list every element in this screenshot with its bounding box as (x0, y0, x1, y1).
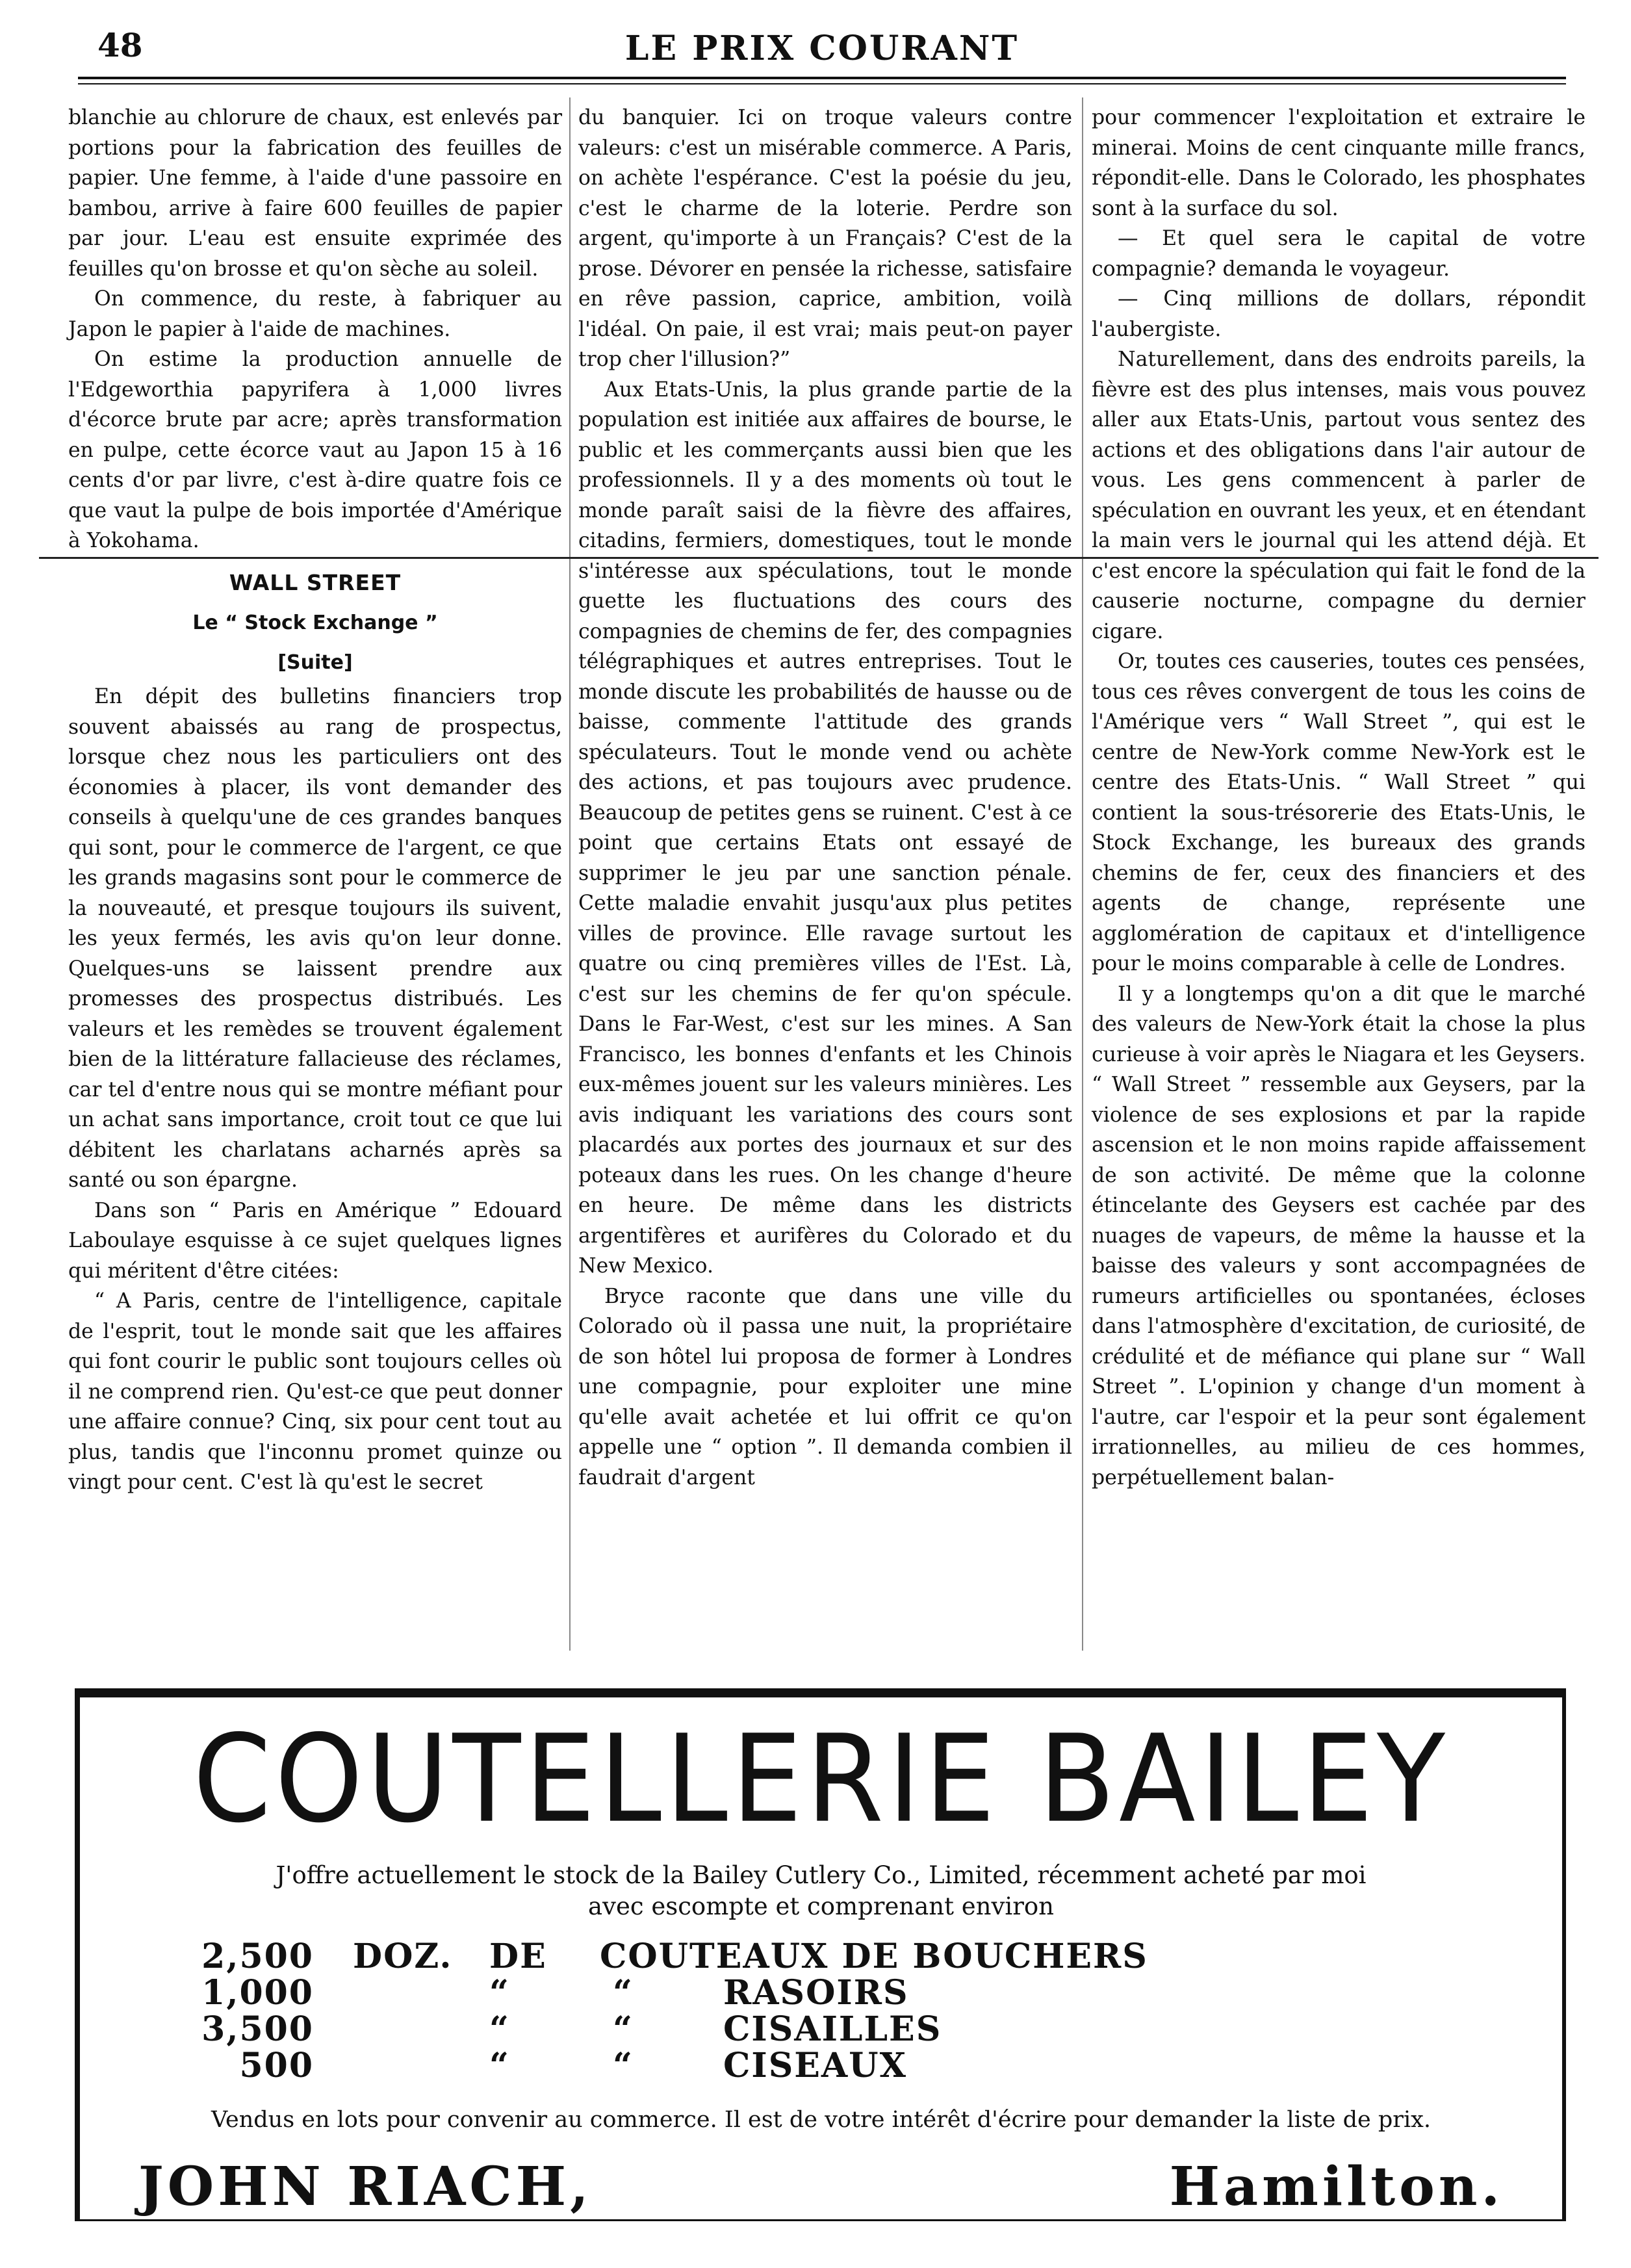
paragraph: Il y a longtemps qu'on a dit que le marché des valeurs de New-York était la chose la plus curieuse à voir après le Niagara et les Geysers. “ Wall Street ” ressemble aux Geysers, par la violence de ses explosions et par la rapide ascension et le non moins rapide affaissement de son activité. De même que la colonne étincelante des Geysers est cachée par des nuages de vapeurs, de même la hausse et la baisse des valeurs y sont accompagnées de rumeurs artificielles ou spontanées, écloses dans l'atmosphère d'excitation, de curiosité, de crédulité et de méfiance qui plane sur “ Wall Street ”. L'opinion y change d'un moment à l'autre, car l'espoir et la peur sont également irrationnelles, au milieu de ces hommes, perpétuellement balan- (1092, 982, 1586, 1489)
paragraph: On commence, du reste, à fabriquer au Japon le papier à l'aide de machines. (68, 287, 562, 341)
header-rule-bottom (78, 83, 1566, 84)
ditto-mark: “ (489, 1973, 510, 2013)
ad-seller-name: JOHN RIACH, (138, 2156, 593, 2218)
paragraph: pour commencer l'exploitation et extraire le minerai. Moins de cent cinquante mille francs, répondit-elle. Dans le Colorado, les phosphates sont à la surface du sol. (1092, 106, 1586, 220)
item-name: CISEAUX (723, 2046, 907, 2085)
ad-sale-terms: Vendus en lots pour convenir au commerce. Il est de votre intérêt d'écrire pour demander la liste de prix. (211, 2107, 1432, 2133)
item-name: RASOIRS (723, 1973, 909, 2013)
paragraph: En dépit des bulletins financiers trop souvent abaissés au rang de prospectus, lorsque chez nous les particuliers ont des économies à placer, ils vont demander des conseils à quelqu'une de ces grandes banques qui sont, pour le commerce de l'argent, ce que les grands magasins sont pour le commerce de la nouveauté, et presque toujours ils suivent, les yeux fermés, les avis qu'on leur donne. Quelques-uns se laissent prendre aux promesses des prospectus distribués. Les valeurs et les remèdes se trouvent également bien de la littérature fallacieuse des réclames, car tel d'entre nous qui se montre méfiant pour un achat sans importance, croit tout ce que lui débitent les charlatans acharnés après sa santé ou son épargne. (68, 685, 562, 1192)
column-2 (578, 103, 1072, 1493)
quantity: 3,500 (201, 2009, 314, 2049)
ad-title: COUTELLERIE BAILEY (193, 1708, 1449, 1849)
ditto-mark: “ (613, 2009, 634, 2049)
paragraph: — Et quel sera le capital de votre compagnie? demanda le voyageur. (1092, 227, 1586, 281)
column-3 (1092, 103, 1586, 1493)
header-rule-top (78, 77, 1566, 79)
item-name: COUTEAUX DE BOUCHERS (600, 1937, 1148, 1976)
ditto-mark: DE (489, 1937, 547, 1976)
advertisement (75, 1688, 1566, 2221)
section-subtitle: Le “ Stock Exchange ” (192, 612, 438, 634)
ad-intro (80, 1860, 1562, 1922)
paragraph: Aux Etats-Unis, la plus grande partie de la population est initiée aux affaires de bourse, le public et les commerçants aussi bien que les professionnels. Il y a des moments où tout le monde paraît saisi de la fièvre des affaires, citadins, fermiers, domestiques, tout le monde s'intéresse aux spéculations, tout le monde guette les fluctuations des cours des compagnies de chemins de fer, des compagnies télégraphiques et autres entreprises. Tout le monde discute les probabilités de hausse ou de baisse, commente l'attitude des grands spéculateurs. Tout le monde vend ou achète des actions, et pas toujours avec prudence. Beaucoup de petites gens se ruinent. C'est à ce point que certains Etats ont essayé de supprimer le jeu par une sanction pénale. Cette maladie envahit jusqu'aux plus petites villes de province. Elle ravage surtout les quatre ou cinq premières villes de l'Est. Là, c'est sur les chemins de fer qu'on spécule. Dans le Far-West, c'est sur les mines. A San Francisco, les bonnes d'enfants et les Chinois eux-mêmes jouent sur les valeurs minières. Les avis indiquant les variations des cours sont placardés aux portes des journaux et sur des poteaux dans les rues. On les change d'heure en heure. De même dans les districts argentifères et aurifères du Colorado et du New Mexico. (578, 378, 1072, 1278)
column-1 (68, 103, 562, 1498)
ad-intro-line: J'offre actuellement le stock de la Bailey Cutlery Co., Limited, récemment acheté par moi (276, 1861, 1367, 1889)
paragraph: du banquier. Ici on troque valeurs contre valeurs: c'est un misérable commerce. A Paris, on achète l'espérance. C'est la poésie du jeu, c'est le charme de la loterie. Perdre son argent, qu'importe à un Français? C'est de la prose. Dévorer en pensée la richesse, satisfaire en rêve passion, caprice, ambition, voilà l'idéal. On paie, il est vrai; mais peut-on payer trop cher l'illusion?” (578, 106, 1072, 371)
ad-seller-city: Hamilton. (1169, 2156, 1504, 2218)
quantity: 1,000 (201, 1973, 314, 2013)
paragraph: — Cinq millions de dollars, répondit l'aubergiste. (1092, 287, 1586, 341)
paragraph: Bryce raconte que dans une ville du Colorado où il passa une nuit, la propriétaire de son hôtel lui proposa de former à Londres une compagnie, pour exploiter une mine qu'elle avait achetée et lui offrit ce qu'on appelle une “ option ”. Il demanda combien il faudrait d'argent (578, 1284, 1072, 1489)
ditto-mark: “ (489, 2009, 510, 2049)
paragraph: On estime la production annuelle de l'Edgeworthia papyrifera à 1,000 livres d'écorce brute par acre; après transformation en pulpe, cette écorce vaut au Japon 15 à 16 cents d'or par livre, c'est à-dire quatre fois ce que vaut la pulpe de bois importée d'Amérique à Yokohama. (68, 348, 562, 552)
quantity: 2,500 (201, 1937, 314, 1976)
section-continuation: [Suite] (277, 651, 353, 674)
page-number: 48 (97, 26, 143, 64)
ditto-mark: “ (489, 2046, 510, 2085)
item-name: CISAILLES (723, 2009, 942, 2049)
paragraph: Or, toutes ces causeries, toutes ces pensées, tous ces rêves convergent de tous les coins de l'Amérique vers “ Wall Street ”, qui est le centre de New-York comme New-York est le centre des Etats-Unis. “ Wall Street ” qui contient la sous-trésorerie des Etats-Unis, le Stock Exchange, les bureaux des grands chemins de fer, ceux des financiers et des agents de change, représente une agglomération de capitaux et d'intelligence pour le moins comparable à celle de Londres. (1092, 650, 1586, 975)
journal-title: LE PRIX COURANT (624, 29, 1020, 68)
ad-intro-line: avec escompte et comprenant environ (587, 1892, 1054, 1920)
column-divider (1082, 97, 1083, 1651)
paragraph: blanchie au chlorure de chaux, est enlevés par portions pour la fabrication des feuilles de papier. Une femme, à l'aide d'une passoire en bambou, arrive à faire 600 feuilles de papier par jour. L'eau est ensuite exprimée des feuilles qu'on brosse et qu'on sèche au soleil. (68, 106, 562, 281)
unit: DOZ. (353, 1937, 453, 1976)
column-divider (569, 97, 571, 1651)
scan-fold-line (39, 557, 1599, 559)
paragraph: Dans son “ Paris en Amérique ” Edouard Laboulaye esquisse à ce sujet quelques lignes qui méritent d'être citées: (68, 1198, 562, 1283)
paragraph: “ A Paris, centre de l'intelligence, capitale de l'esprit, tout le monde sait que les affaires qui font courir le public sont toujours celles où il ne comprend rien. Qu'est-ce que peut donner une affaire connue? Cinq, six pour cent tout au plus, tandis que l'inconnu promet quinze ou vingt pour cent. C'est là qu'est le secret (68, 1289, 562, 1494)
paragraph: Naturellement, dans des endroits pareils, la fièvre est des plus intenses, mais vous pouvez aller aux Etats-Unis, partout vous sentez des actions et des obligations dans l'air autour de vous. Les gens commencent à parler de spéculation en ouvrant les yeux, et en étendant la main vers le journal qui les attend déjà. Et c'est encore la spéculation qui fait le fond de la causerie nocturne, compagne du dernier cigare. (1092, 348, 1586, 643)
page-header (78, 19, 1566, 71)
ditto-mark: “ (613, 2046, 634, 2085)
section-title: WALL STREET (229, 569, 402, 595)
quantity: 500 (239, 2046, 314, 2085)
ditto-mark: “ (613, 1973, 634, 2013)
